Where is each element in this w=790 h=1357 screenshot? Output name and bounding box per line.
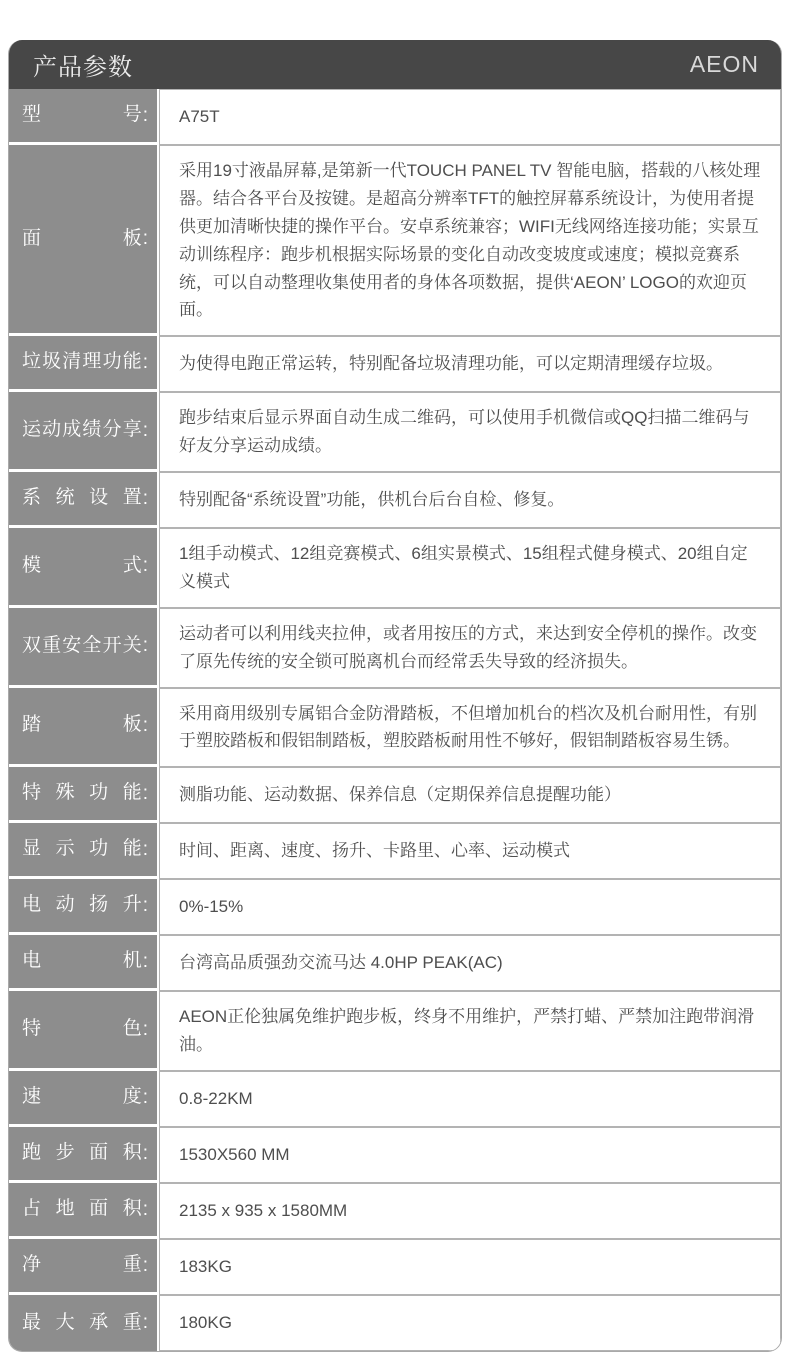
spec-label-colon: :: [142, 228, 148, 250]
spec-value-text: 台湾高品质强劲交流马达 4.0HP PEAK(AC): [179, 953, 503, 973]
spec-row-garbage-clean: [9, 336, 781, 392]
spec-label-text: 特色: [22, 1018, 142, 1040]
spec-label: [9, 1183, 157, 1236]
spec-label: [9, 336, 157, 389]
spec-label-colon: :: [142, 487, 148, 509]
spec-row-footprint: [9, 1183, 781, 1239]
spec-label-colon: :: [142, 1254, 148, 1276]
spec-value-text: A75T: [179, 107, 220, 127]
spec-row-system-settings: [9, 472, 781, 528]
spec-label-colon: :: [142, 351, 148, 373]
spec-row-panel: [9, 145, 781, 336]
spec-value-text: 180KG: [179, 1313, 232, 1333]
spec-label-colon: :: [142, 555, 148, 577]
spec-label-text: 显示功能: [22, 838, 142, 860]
spec-row-dual-safety-switch: [9, 608, 781, 688]
spec-label-text: 面板: [22, 227, 142, 249]
spec-value-text: 0%-15%: [179, 897, 244, 917]
page-title: 产品参数: [33, 54, 133, 81]
spec-value: [159, 688, 781, 768]
spec-value-text: 运动者可以利用线夹拉伸，或者用按压的方式，来达到安全停机的操作。改变了原先传统的安全锁可脱离机台而经常丢失导致的经济损失。: [179, 623, 757, 671]
spec-label-colon: :: [142, 1018, 148, 1040]
spec-label-text: 最大承重: [22, 1311, 142, 1333]
brand-logo-text: AEON: [689, 51, 759, 77]
spec-value: [159, 392, 781, 472]
spec-label: [9, 1295, 157, 1351]
spec-row-model: [9, 89, 781, 145]
spec-value: [159, 1183, 781, 1239]
spec-value-text: 1530X560 MM: [179, 1145, 290, 1165]
spec-label: [9, 472, 157, 525]
spec-label: [9, 1071, 157, 1124]
spec-value: [159, 767, 781, 823]
spec-label: [9, 145, 157, 333]
spec-row-motor: [9, 935, 781, 991]
spec-label-colon: :: [142, 635, 148, 657]
spec-label-colon: :: [142, 1086, 148, 1108]
spec-value: [159, 823, 781, 879]
spec-label-colon: :: [142, 714, 148, 736]
spec-value: [159, 528, 781, 608]
spec-value-text: 采用商用级别专属铝合金防滑踏板，不但增加机台的档次及机台耐用性，有别于塑胶踏板和假铝制踏板，塑胶踏板耐用性不够好，假铝制踏板容易生锈。: [179, 703, 757, 751]
spec-row-features: [9, 991, 781, 1071]
spec-label: [9, 879, 157, 932]
spec-value-text: 2135 x 935 x 1580MM: [179, 1201, 348, 1221]
spec-value-text: 1组手动模式、12组竞赛模式、6组实景模式、15组程式健身模式、20组自定义模式: [179, 544, 748, 591]
spec-value-text: 时间、距离、速度、扬升、卡路里、心率、运动模式: [179, 841, 570, 861]
spec-row-electric-incline: [9, 879, 781, 935]
spec-label: [9, 767, 157, 820]
spec-value-text: 测脂功能、运动数据、保养信息（定期保养信息提醒功能）: [179, 785, 621, 805]
spec-label: [9, 935, 157, 988]
spec-row-modes: [9, 528, 781, 608]
spec-value-text: AEON正伦独属免维护跑步板，终身不用维护，严禁打蜡、严禁加注跑带润滑油。: [179, 1007, 755, 1055]
spec-label-colon: :: [142, 782, 148, 804]
spec-label: [9, 89, 157, 142]
spec-label-text: 电机: [22, 950, 142, 972]
spec-value: [159, 89, 781, 145]
spec-label: [9, 1239, 157, 1292]
spec-label: [9, 528, 157, 605]
spec-row-footboard: [9, 688, 781, 768]
spec-value-text: 0.8-22KM: [179, 1089, 253, 1109]
spec-value-text: 采用19寸液晶屏幕,是第新一代TOUCH PANEL TV 智能电脑，搭载的八核处理器。结合各平台及按键。是超高分辨率TFT的触控屏幕系统设计，为使用者提供更加清晰快捷的操作平台。安卓系统兼容；WIFI无线网络连接功能；实景互动训练程序：跑步机根据实际场景的变化自动改变坡度或速度；模拟竞赛系统，可以自动整理收集使用者的身体各项数据，提供‘AEON’ LOGO的欢迎页面。: [179, 161, 761, 320]
spec-value: [159, 1127, 781, 1183]
spec-label-text: 跑步面积: [22, 1142, 142, 1164]
spec-label: [9, 608, 157, 685]
spec-row-special-functions: [9, 767, 781, 823]
spec-label-text: 垃圾清理功能: [22, 351, 142, 373]
spec-label-text: 速度: [22, 1086, 142, 1108]
spec-label-text: 踏板: [22, 714, 142, 736]
spec-row-net-weight: [9, 1239, 781, 1295]
spec-row-max-load: [9, 1295, 781, 1351]
spec-value: [159, 336, 781, 392]
spec-value: [159, 472, 781, 528]
spec-value-text: 特别配备“系统设置”功能，供机台后台自检、修复。: [179, 490, 565, 510]
spec-value: [159, 608, 781, 688]
spec-label: [9, 823, 157, 876]
spec-label: [9, 991, 157, 1068]
spec-label-text: 净重: [22, 1254, 142, 1276]
spec-label-text: 模式: [22, 554, 142, 576]
spec-card: [8, 40, 782, 1352]
spec-label-text: 型号: [22, 104, 142, 126]
spec-value: [159, 1239, 781, 1295]
spec-label-colon: :: [142, 419, 148, 441]
spec-row-result-share: [9, 392, 781, 472]
spec-value: [159, 935, 781, 991]
spec-value: [159, 1295, 781, 1351]
spec-label: [9, 1127, 157, 1180]
spec-label-colon: :: [142, 950, 148, 972]
spec-header: [9, 40, 781, 89]
spec-value: [159, 879, 781, 935]
spec-value: [159, 991, 781, 1071]
spec-value-text: 183KG: [179, 1257, 232, 1277]
spec-label-colon: :: [142, 1198, 148, 1220]
spec-label-colon: :: [142, 104, 148, 126]
spec-label-text: 系统设置: [22, 487, 142, 509]
spec-label-colon: :: [142, 1142, 148, 1164]
spec-label-text: 电动扬升: [22, 894, 142, 916]
spec-label-colon: :: [142, 1312, 148, 1333]
spec-value: [159, 1071, 781, 1127]
spec-row-display-functions: [9, 823, 781, 879]
spec-label-text: 双重安全开关: [22, 634, 142, 656]
spec-value-text: 为使得电跑正常运转，特别配备垃圾清理功能，可以定期清理缓存垃圾。: [179, 354, 723, 374]
spec-value-text: 跑步结束后显示界面自动生成二维码，可以使用手机微信或QQ扫描二维码与好友分享运动成绩。: [179, 408, 750, 456]
spec-value: [159, 145, 781, 336]
spec-label: [9, 392, 157, 469]
spec-label: [9, 688, 157, 765]
spec-row-speed: [9, 1071, 781, 1127]
spec-label-text: 运动成绩分享: [22, 419, 142, 441]
spec-row-running-area: [9, 1127, 781, 1183]
spec-label-text: 特殊功能: [22, 782, 142, 804]
spec-label-colon: :: [142, 894, 148, 916]
spec-label-text: 占地面积: [22, 1198, 142, 1220]
spec-label-colon: :: [142, 838, 148, 860]
